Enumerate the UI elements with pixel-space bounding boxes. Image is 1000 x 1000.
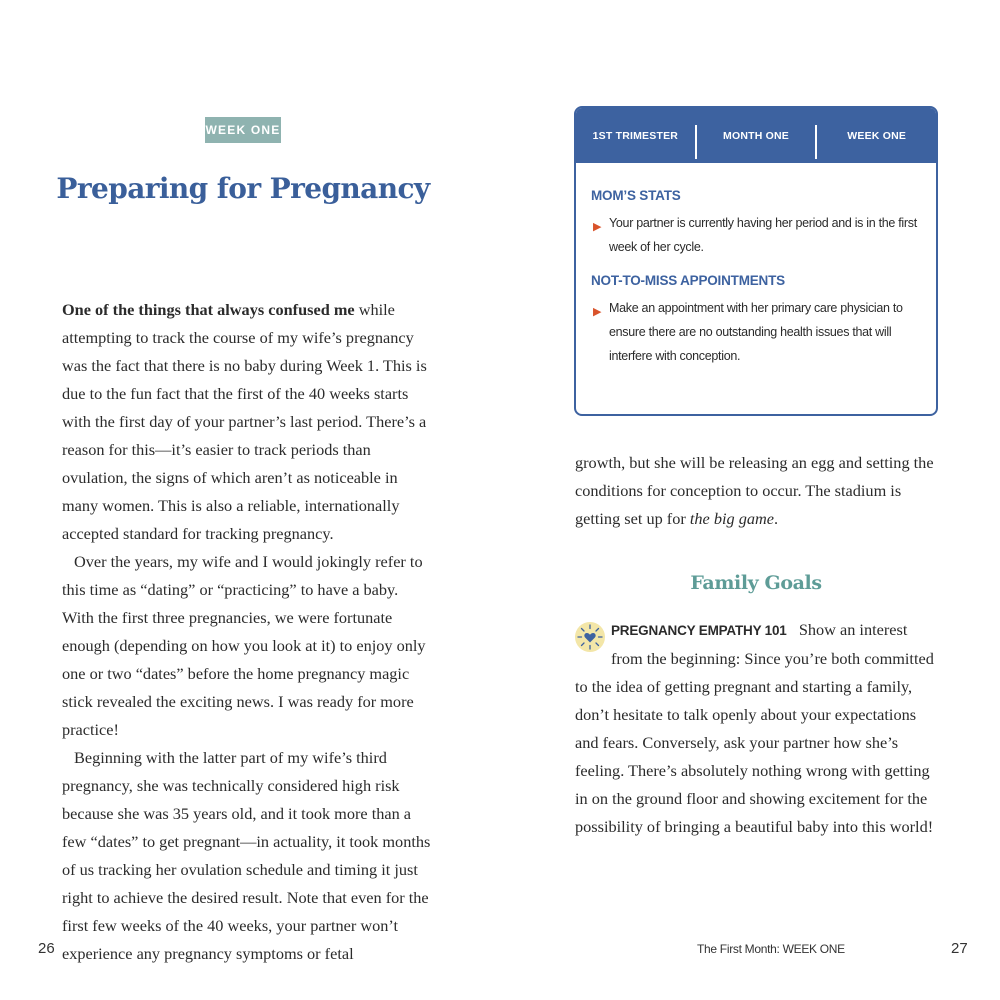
lead-in: One of the things that always confused me bbox=[62, 300, 355, 319]
triangle-bullet-icon: ▶ bbox=[593, 306, 602, 318]
continuation-text bbox=[575, 449, 937, 533]
chapter-title: Preparing for Pregnancy bbox=[56, 172, 430, 205]
page-number-right: 27 bbox=[951, 940, 968, 957]
stats-body bbox=[576, 163, 936, 368]
family-goals-title: Family Goals bbox=[690, 572, 822, 594]
paragraph-1 bbox=[62, 296, 432, 548]
right-page bbox=[500, 0, 1000, 1000]
continuation-italic: the big game bbox=[689, 509, 774, 528]
moms-stats-title: MOM’S STATS bbox=[591, 188, 681, 203]
empathy-block bbox=[575, 616, 935, 841]
page-number-left: 26 bbox=[38, 940, 55, 957]
continuation-paragraph bbox=[575, 449, 937, 533]
moms-stats-item bbox=[591, 211, 922, 259]
tab-month: MONTH ONE bbox=[723, 129, 789, 142]
paragraph-3: Beginning with the latter part of my wife’s third pregnancy, she was technically considered high risk because she was 35 years old, and it took more than a few “dates” to get pregnant—in actuality, it took months of us tracking her ovulation schedule and timing it just right to achieve the desired result. Note that even for the first few weeks of the 40 weeks, your partner won’t experience any pregnancy symptoms or fetal bbox=[62, 748, 431, 963]
empathy-spacer bbox=[791, 620, 799, 639]
appointments-item bbox=[591, 296, 922, 368]
tab-trimester: 1ST TRIMESTER bbox=[592, 129, 679, 142]
empathy-label: PREGNANCY EMPATHY 101 bbox=[611, 623, 787, 638]
appointments-title: NOT-TO-MISS APPOINTMENTS bbox=[591, 273, 785, 288]
paragraph-2: Over the years, my wife and I would jokingly refer to this time as “dating” or “practicing” to have a baby. With the first three pregnancies, we were fortunate enough (depending on how you look at it) to enjoy only one or two “dates” before the home pregnancy magic stick revealed the exciting news. I was ready for more practice! bbox=[62, 552, 426, 739]
appointments-text: Make an appointment with her primary care physician to ensure there are no outstanding health issues that will interfere with conception. bbox=[609, 301, 903, 363]
heart-sun-icon bbox=[575, 622, 605, 652]
triangle-bullet-icon: ▶ bbox=[593, 221, 602, 233]
paragraph-1-text: while attempting to track the course of my wife’s pregnancy was the fact that there is no baby during Week 1. This is due to the fun fact that the first of the 40 weeks starts with the first day of your partner’s last period. There’s a reason for this—it’s easier to track periods than ovulation, the signs of which aren’t as noticeable in many women. This is also a reliable, internationally accepted standard for tracking pregnancy. bbox=[62, 300, 427, 543]
tab-week: WEEK ONE bbox=[847, 129, 907, 142]
running-header: The First Month: WEEK ONE bbox=[697, 942, 845, 956]
body-text bbox=[62, 296, 432, 968]
empathy-text: Show an interest from the beginning: Since you’re both committed to the idea of getting pregnant and starting a family, don’t hesitate to talk openly about your expectations and fears. Conversely, ask your partner how she’s feeling. There’s absolutely nothing wrong with getting in on the ground floor and showing excitement for the possibility of bringing a beautiful baby into this world! bbox=[575, 620, 934, 836]
week-label: WEEK ONE bbox=[205, 117, 281, 143]
moms-stats-text: Your partner is currently having her period and is in the first week of her cycle. bbox=[609, 216, 917, 254]
continuation-end: . bbox=[773, 509, 779, 528]
stats-header bbox=[576, 108, 936, 163]
continuation-body: growth, but she will be releasing an egg and setting the conditions for conception to occur. The stadium is getting set up for bbox=[575, 453, 934, 528]
stats-box bbox=[574, 106, 938, 416]
